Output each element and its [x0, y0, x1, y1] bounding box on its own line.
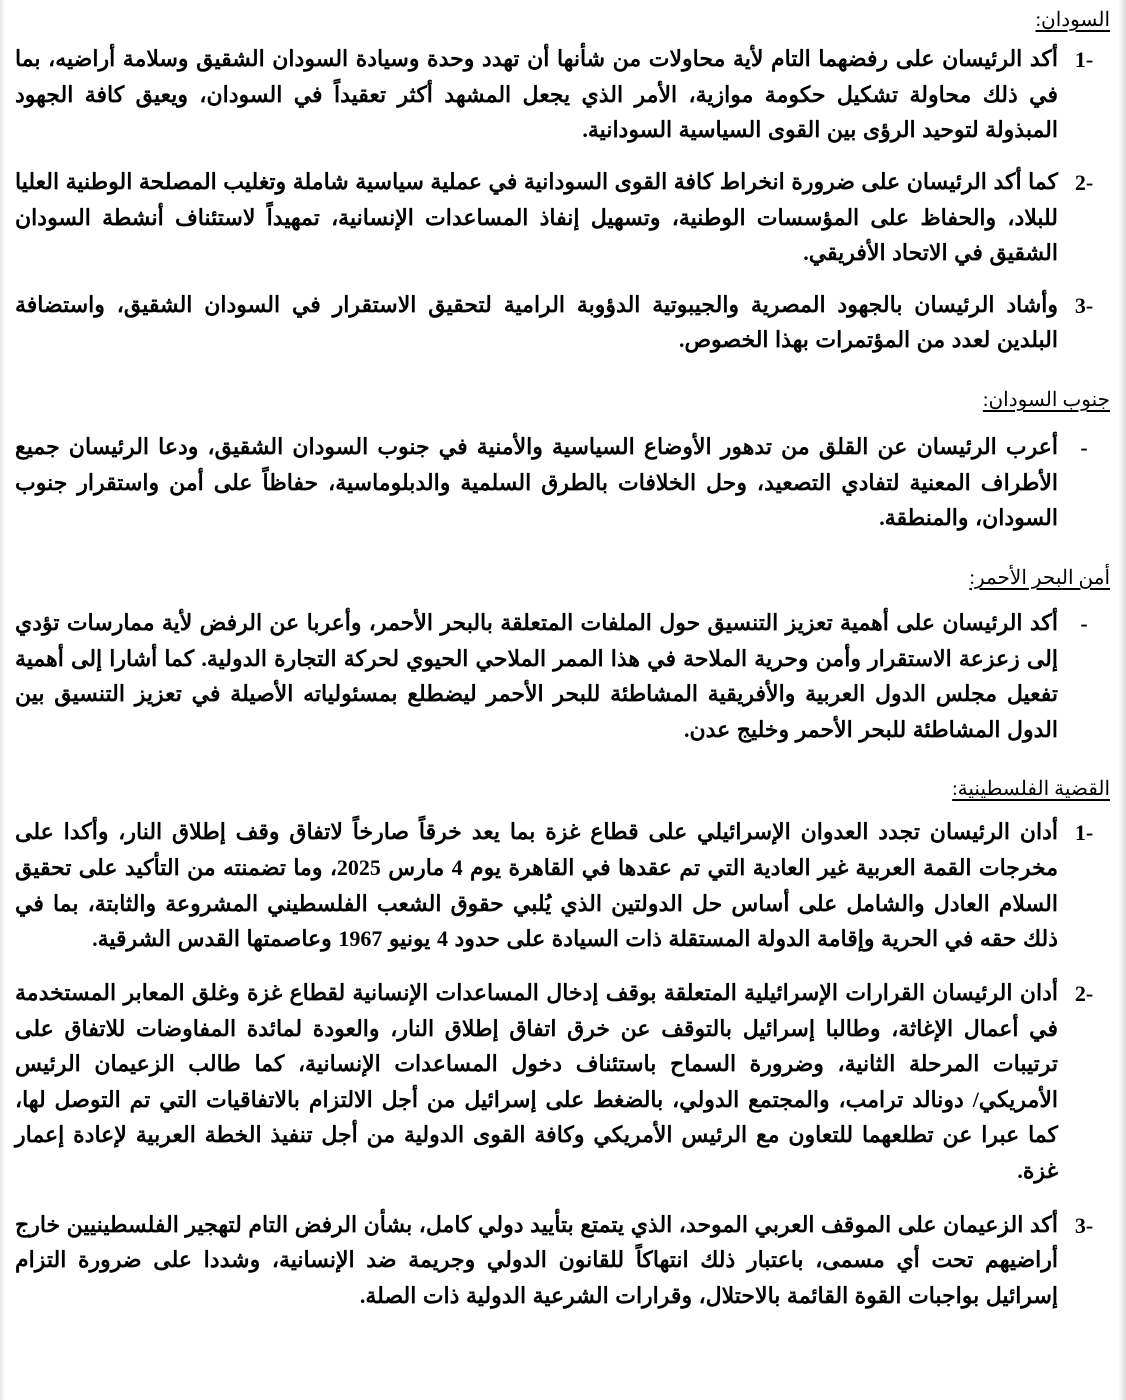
section-heading-palestinian-issue-text: القضية الفلسطينية:	[952, 778, 1110, 801]
list-item-text: أكد الرئيسان على أهمية تعزيز التنسيق حول الملفات المتعلقة بالبحر الأحمر، وأعربا عن الرفض لأية ممارسات تؤدي إلى زعزعة الاستقرار وأمن وحرية الملاحة في هذا الممر الملاحي الحيوي لحركة التجارة الدولية. كما أشارا إلى أهمية تفعيل مجلس الدول العربية والأفريقية المشاطئة للبحر الأحمر ليضطلع بمسئولياته الأصيلة في تعزيز التنسيق بين الدول المشاطئة للبحر الأحمر وخليج عدن.	[15, 609, 1058, 742]
section-heading-red-sea	[15, 566, 1110, 593]
list-item-text: أدان الرئيسان القرارات الإسرائيلية المتعلقة بوقف إدخال المساعدات الإنسانية لقطاع غزة وغلق المعابر المستخدمة في أعمال الإغاثة، وطالبا إسرائيل بالتوقف عن خرق اتفاق إطلاق النار، والعودة لمائدة المفاوضات للاتفاق على ترتيبات المرحلة الثانية، وضرورة السماح باستئناف دخول المساعدات الإنسانية، كما طالب الزعيمان الرئيس الأمريكي/ دونالد ترامب، والمجتمع الدولي، بالضغط على إسرائيل من أجل الالتزام بالاتفاقيات التي تم التوصل لها، كما عبرا عن تطلعهما للتعاون مع الرئيس الأمريكي وكافة القوى الدولية من أجل تنفيذ الخطة العربية لإعادة إعمار غزة.	[15, 979, 1059, 1183]
document-content	[5, 0, 1118, 1332]
list-item	[15, 41, 1110, 148]
list-item	[15, 1207, 1110, 1314]
list-item	[15, 429, 1110, 536]
list-marker: -1	[1074, 47, 1094, 72]
list-marker: -2	[1074, 169, 1094, 195]
list-item	[15, 814, 1110, 957]
list-item-text: أكد الزعيمان على الموقف العربي الموحد، الذي يتمتع بتأييد دولي كامل، بشأن الرفض التام لتهجير الفلسطينيين خارج أراضيهم تحت أي مسمى، باعتبار ذلك انتهاكاً للقانون الدولي وجريمة ضد الإنسانية، وشددا على ضرورة التزام إسرائيل بواجبات القوة القائمة بالاحتلال، وقرارات الشرعية الدولية ذات الصلة.	[15, 1211, 1058, 1308]
list-item-text: كما أكد الرئيسان على ضرورة انخراط كافة القوى السودانية في عملية سياسية شاملة وتغليب المصلحة الوطنية العليا للبلاد، والحفاظ على المؤسسات الوطنية، وتسهيل إنفاذ المساعدات الإنسانية، تمهيداً لاستئناف أنشطة السودان الشقيق في الاتحاد الأفريقي.	[15, 168, 1058, 266]
list-marker: -	[1080, 435, 1088, 460]
section-heading-palestinian-issue	[15, 777, 1110, 804]
section-heading-south-sudan-text: جنوب السودان:	[982, 389, 1110, 411]
list-item	[15, 975, 1110, 1189]
scan-edge-right	[1118, 0, 1126, 1400]
section-heading-sudan	[15, 8, 1110, 35]
list-item-text: أعرب الرئيسان عن القلق من تدهور الأوضاع السياسية والأمنية في جنوب السودان الشقيق، ودعا الرئيسان جميع الأطراف المعنية لتفادي التصعيد، وحل الخلافات بالطرق السلمية والدبلوماسية، حفاظاً على أمن واستقرار جنوب السودان، والمنطقة.	[15, 434, 1058, 531]
section-heading-south-sudan	[15, 388, 1110, 415]
section-body-sudan	[15, 41, 1110, 358]
list-marker: -2	[1074, 980, 1094, 1006]
list-item	[15, 605, 1110, 748]
section-heading-red-sea-text: أمن البحر الأحمر:	[969, 566, 1110, 589]
section-body-palestinian-issue	[15, 814, 1110, 1313]
list-item-text: وأشاد الرئيسان بالجهود المصرية والجيبوتية الدؤوبة الرامية لتحقيق الاستقرار في السودان الشقيق، واستضافة البلدين لعدد من المؤتمرات بهذا الخصوص.	[15, 291, 1058, 353]
section-heading-sudan-text: السودان:	[1035, 9, 1110, 31]
list-item	[15, 164, 1110, 271]
section-body-red-sea	[15, 605, 1110, 748]
list-item-text: أكد الرئيسان على رفضهما التام لأية محاولات من شأنها أن تهدد وحدة وسيادة السودان الشقيق وسلامة أراضيه، بما في ذلك محاولة تشكيل حكومة موازية، الأمر الذي يجعل المشهد أكثر تعقيداً في السودان، ويعيق كافة الجهود المبذولة لتوحيد الرؤى بين القوى السياسية السودانية.	[15, 46, 1058, 143]
list-item-text: أدان الرئيسان تجدد العدوان الإسرائيلي على قطاع غزة بما يعد خرقاً صارخاً لاتفاق وقف إطلاق النار، وأكدا على مخرجات القمة العربية غير العادية التي تم عقدها في القاهرة يوم 4 مارس 2025، وما تضمنته من التأكيد على تحقيق السلام العادل والشامل على أساس حل الدولتين الذي يُلبي حقوق الشعب الفلسطيني المشروعة والثابتة، بما في ذلك حقه في الحرية وإقامة الدولة المستقلة ذات السيادة على حدود 4 يونيو 1967 وعاصمتها القدس الشرقية.	[15, 819, 1059, 952]
list-marker: -1	[1074, 820, 1094, 846]
list-marker: -3	[1074, 1212, 1094, 1238]
section-body-south-sudan	[15, 429, 1110, 536]
list-marker: -	[1080, 610, 1088, 636]
list-marker: -3	[1074, 292, 1094, 318]
list-item	[15, 287, 1110, 358]
